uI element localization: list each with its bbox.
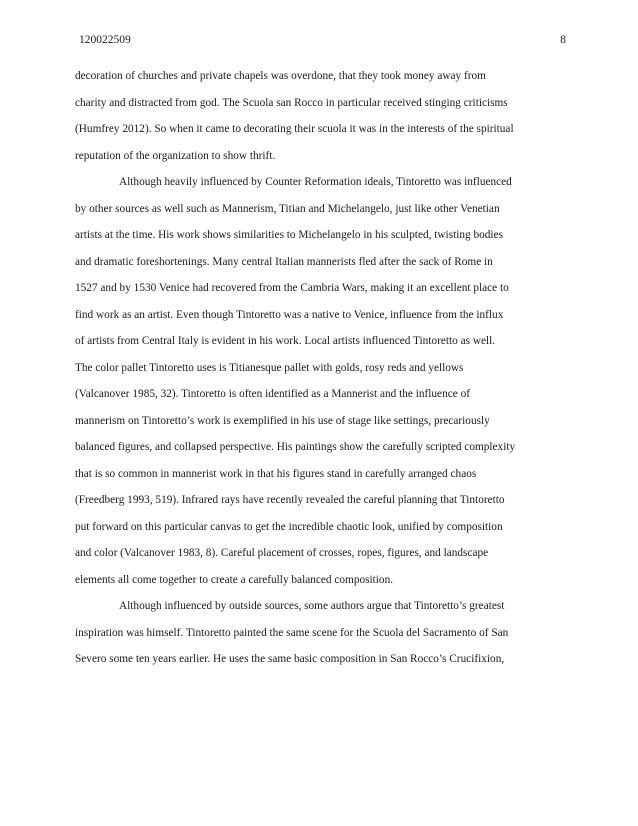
text-line: of artists from Central Italy is evident in his work. Local artists influenced Tintoretto as well.: [75, 335, 496, 347]
body-text: [75, 69, 575, 679]
header-document-id: 120022509: [79, 34, 131, 46]
text-line: elements all come together to create a carefully balanced composition.: [75, 573, 394, 586]
text-line: inspiration was himself. Tintoretto painted the same scene for the Scuola del Sacramento of San: [75, 626, 509, 639]
text-line: find work as an artist. Even though Tintoretto was a native to Venice, influence from the influx: [75, 308, 504, 321]
text-line: 1527 and by 1530 Venice had recovered from the Cambria Wars, making it an excellent place to: [75, 282, 509, 294]
text-line: put forward on this particular canvas to get the incredible chaotic look, unified by composition: [75, 520, 503, 533]
text-line: (Freedberg 1993, 519). Infrared rays have recently revealed the careful planning that Tintoretto: [75, 494, 505, 506]
text-line: by other sources as well such as Mannerism, Titian and Michelangelo, just like other Venetian: [75, 202, 500, 215]
text-line: Although heavily influenced by Counter Reformation ideals, Tintoretto was influenced: [119, 176, 512, 188]
text-line: Severo some ten years earlier. He uses the same basic composition in San Rocco’s Crucifixion,: [75, 653, 505, 665]
text-line: and dramatic foreshortenings. Many central Italian mannerists fled after the sack of Rome in: [75, 255, 493, 268]
text-line: balanced figures, and collapsed perspective. His paintings show the carefully scripted complexity: [75, 441, 516, 453]
text-line: charity and distracted from god. The Scuola san Rocco in particular received stinging criticisms: [75, 96, 508, 109]
text-line: that is so common in mannerist work in that his figures stand in carefully arranged chaos: [75, 467, 477, 480]
text-line: decoration of churches and private chapels was overdone, that they took money away from: [75, 70, 486, 82]
text-line: mannerism on Tintoretto’s work is exemplified in his use of stage like settings, precariously: [75, 414, 490, 427]
text-line: artists at the time. His work shows similarities to Michelangelo in his sculpted, twisting bodies: [75, 229, 503, 241]
text-line: (Humfrey 2012). So when it came to decorating their scuola it was in the interests of the spiritual: [75, 123, 514, 135]
header-page-number: 8: [560, 34, 566, 46]
text-line: and color (Valcanover 1983, 8). Careful placement of crosses, ropes, figures, and landscape: [75, 547, 489, 559]
text-line: The color pallet Tintoretto uses is Titianesque pallet with golds, rosy reds and yellows: [75, 361, 464, 374]
text-line: (Valcanover 1985, 32). Tintoretto is often identified as a Mannerist and the influence of: [75, 388, 470, 400]
text-line: reputation of the organization to show thrift.: [75, 149, 276, 162]
text-line: Although influenced by outside sources, some authors argue that Tintoretto’s greatest: [119, 600, 505, 612]
